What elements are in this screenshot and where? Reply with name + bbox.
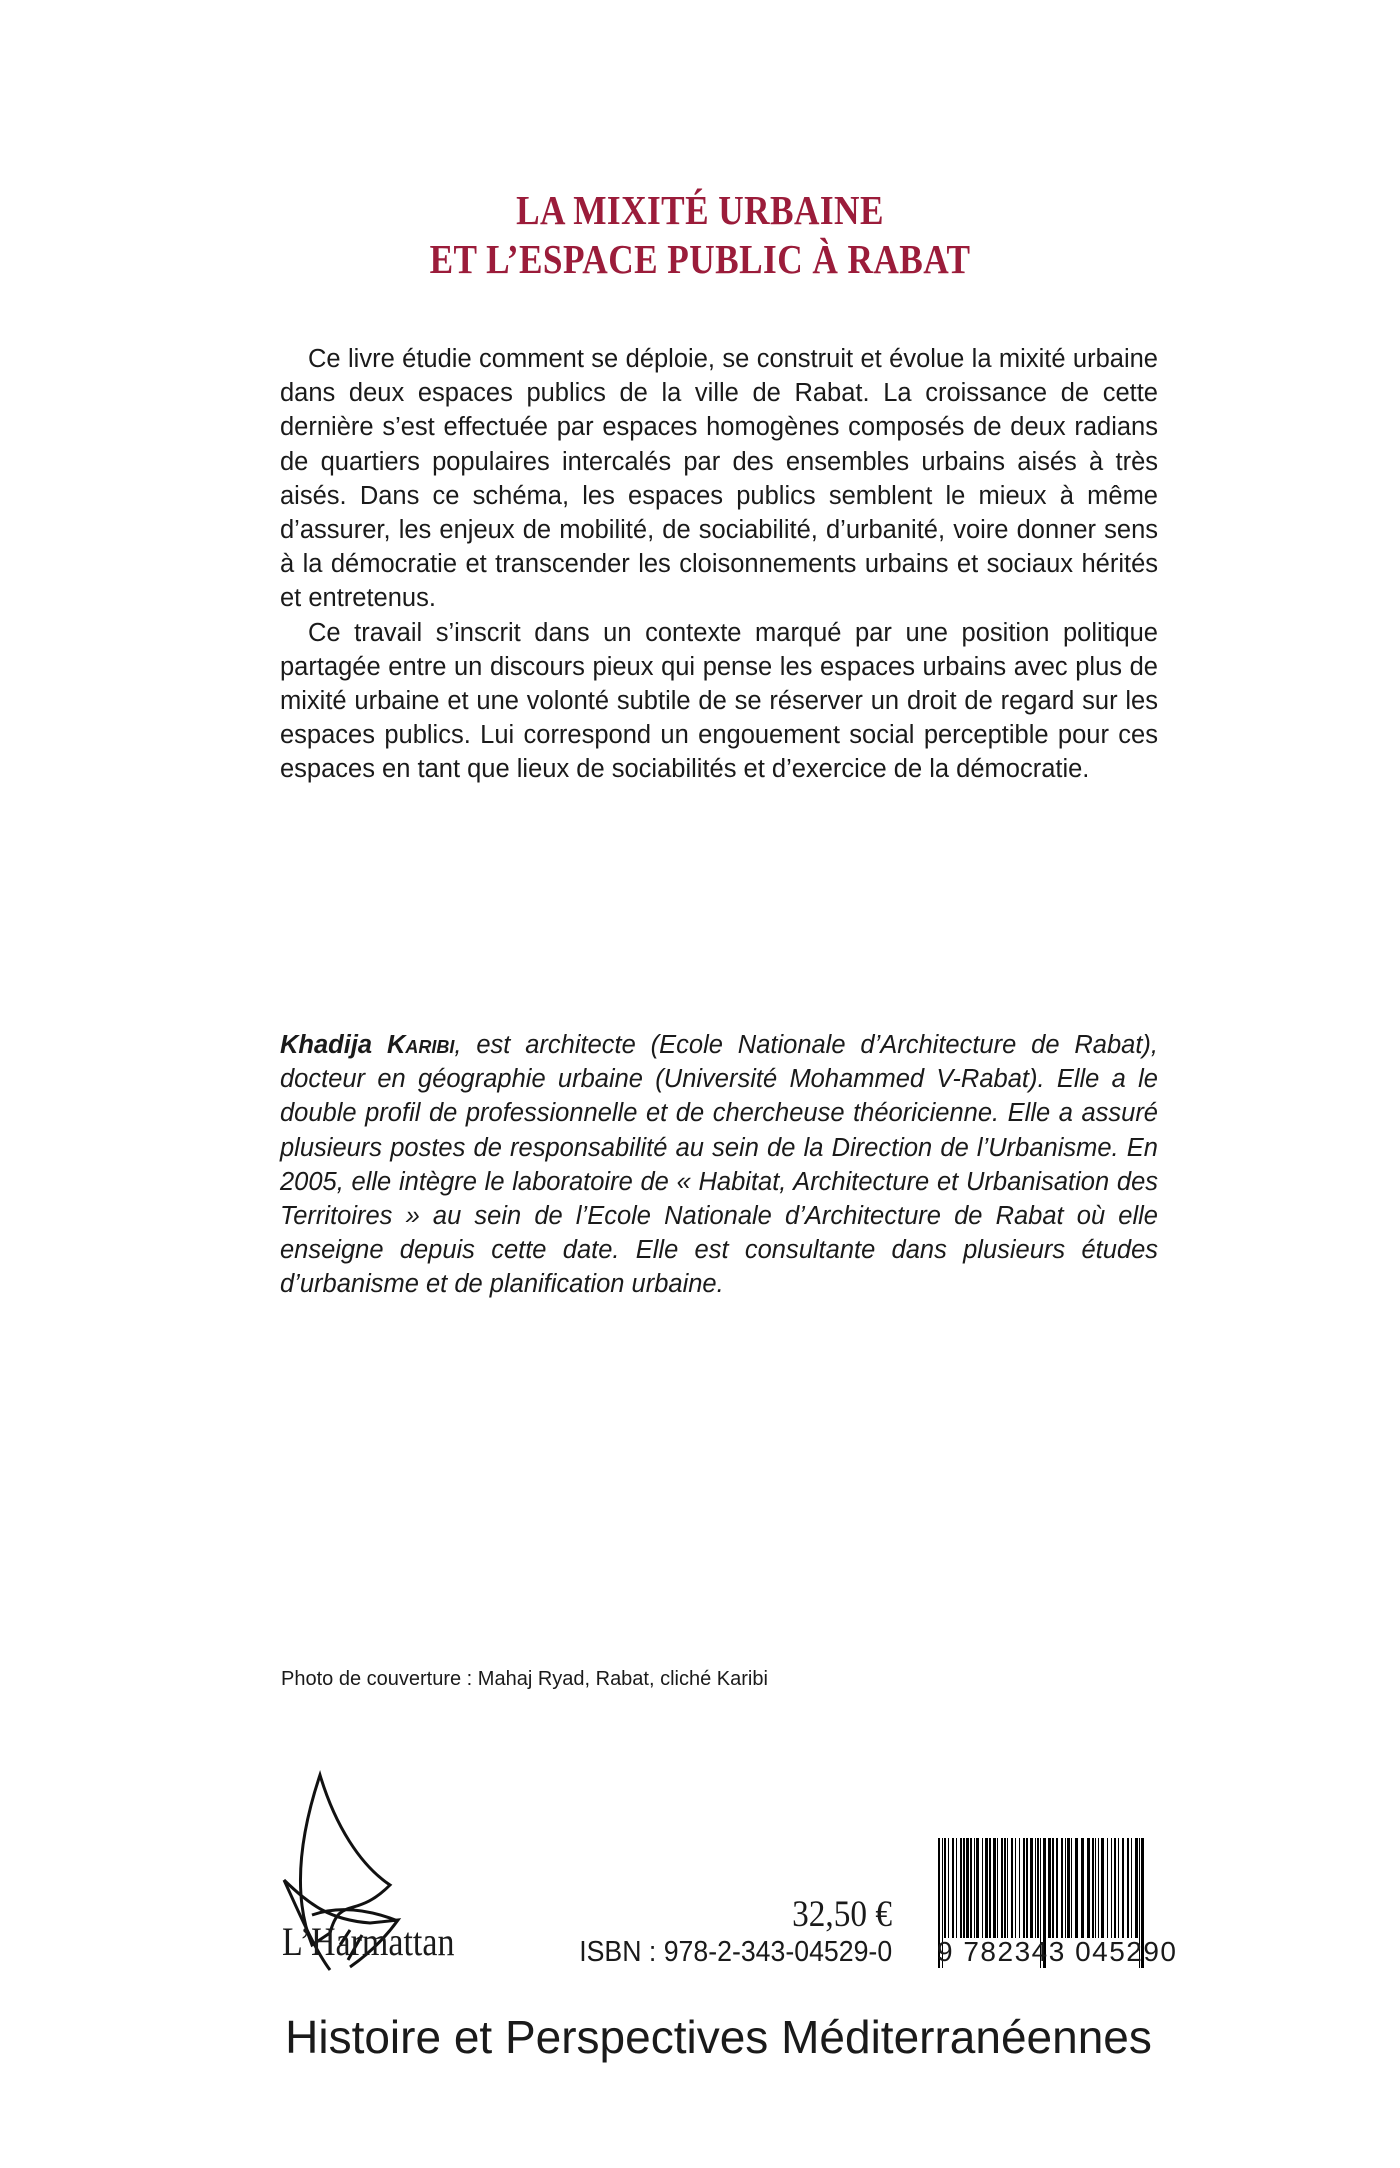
barcode-bar [1122, 1838, 1124, 1938]
barcode-bar [976, 1838, 979, 1938]
barcode-bar [1007, 1838, 1008, 1938]
barcode-bar [985, 1838, 988, 1938]
barcode-bar [1061, 1838, 1063, 1938]
barcode-bar [1071, 1838, 1072, 1938]
barcode-bar [1075, 1838, 1078, 1938]
title-line-1: LA MIXITÉ URBAINE [516, 187, 884, 233]
author-last-name: Karibi [386, 1031, 455, 1059]
book-title [98, 186, 1302, 284]
barcode-bar [956, 1838, 957, 1938]
barcode-bar [974, 1838, 975, 1938]
price: 32,50 € [792, 1894, 892, 1935]
barcode-bar [1118, 1838, 1119, 1938]
barcode-number: 9 782343 045290 [937, 1936, 1178, 1967]
barcode-bar [960, 1838, 962, 1938]
barcode-bar [1131, 1838, 1132, 1938]
barcode-bar [982, 1838, 983, 1938]
barcode-bar [1092, 1838, 1094, 1938]
barcode-bar [1048, 1838, 1051, 1938]
barcode-bar [1065, 1838, 1066, 1938]
barcode-bar [1026, 1838, 1028, 1938]
author-bio [280, 1028, 1158, 1302]
barcode-bar [1087, 1838, 1090, 1938]
publisher-logo-text: L’Harmattan [282, 1919, 455, 1964]
barcode-bar [1111, 1838, 1112, 1938]
barcode-bar [993, 1838, 996, 1938]
barcode-bar [1004, 1838, 1006, 1938]
barcode-bar [1095, 1838, 1096, 1938]
barcode-bar [997, 1838, 998, 1938]
barcode-bar [1081, 1838, 1084, 1938]
barcode-bar [966, 1838, 969, 1938]
barcode-bar [1098, 1838, 1099, 1938]
abstract-paragraph: Ce livre étudie comment se déploie, se construit et évolue la mixité urbaine dans deux espaces publics de la ville de Rabat. La croissance de cette dernière s’est effectuée par espaces homogènes composés de deux radians de quartiers populaires intercalés par des ensembles urbains aisés à très aisés. Dans ce schéma, les espaces publics semblent le mieux à même d’assurer, les enjeux de mobilité, de sociabilité, d’urbanité, voire donner sens à la démocratie et transcender les cloisonnements urbains et sociaux hérités et entretenus. [280, 345, 1158, 613]
abstract-paragraph: Ce travail s’inscrit dans un contexte marqué par une position politique partagée entre un discours pieux qui pense les espaces urbains avec plus de mixité urbaine et une volonté subtile de se réserver un droit de regard sur les espaces publics. Lui correspond un engouement social perceptible pour ces espaces en tant que lieux de sociabilités et d’exercice de la démocratie. [280, 618, 1158, 784]
series-title: Histoire et Perspectives Méditerranéennes [285, 2011, 1152, 2063]
barcode-bar [1001, 1838, 1003, 1938]
author-first-name: Khadija [280, 1031, 373, 1059]
barcode-bar [1037, 1838, 1039, 1938]
barcode-bar [948, 1838, 949, 1938]
barcode-bar [1135, 1838, 1138, 1938]
photo-credit: Photo de couverture : Mahaj Ryad, Rabat, cliché Karibi [281, 1668, 768, 1690]
barcode-bar [1101, 1838, 1104, 1938]
barcode-bar [1019, 1838, 1020, 1938]
barcode-bar [1067, 1838, 1070, 1938]
barcode-bar [1114, 1838, 1116, 1938]
barcode-bar [970, 1838, 972, 1938]
barcode-bar [1035, 1838, 1036, 1938]
barcode-bar [1023, 1838, 1025, 1938]
barcode-bar [952, 1838, 954, 1938]
barcode-bar [1127, 1838, 1129, 1938]
abstract [280, 342, 1158, 787]
barcode-bar [963, 1838, 965, 1938]
isbn: ISBN : 978-2-343-04529-0 [579, 1936, 892, 1968]
title-line-2: ET L’ESPACE PUBLIC À RABAT [429, 236, 971, 282]
barcode-bar [1030, 1838, 1033, 1938]
author-bio-text: , est architecte (Ecole Nationale d’Architecture de Rabat), docteur en géographie urbaine (Université Mohammed V-Rabat). Elle a le double profil de professionnelle et de chercheuse théoricienne. Elle a assuré plusieurs postes de responsabilité au sein de la Direction de l’Urbanisme. En 2005, elle intègre le laboratoire de « Habitat, Architecture et Urbanisation des Territoires » au sein de l’Ecole Nationale d’Architecture de Rabat où elle enseigne depuis cette date. Elle est consultante dans plusieurs études d’urbanisme et de planification urbaine. [280, 1031, 1159, 1299]
barcode-bar [989, 1838, 991, 1938]
barcode-bar [1107, 1838, 1108, 1938]
barcode-bar [1015, 1838, 1016, 1938]
barcode-bar [1011, 1838, 1013, 1938]
barcode-bar [1056, 1838, 1058, 1938]
barcode-bar [944, 1838, 946, 1938]
barcode-bar [1052, 1838, 1054, 1938]
